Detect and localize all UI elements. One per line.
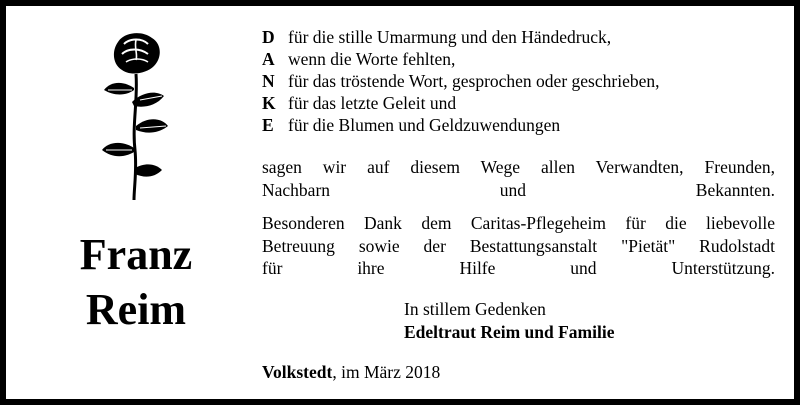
- paragraph-line: Betreuung sowie der Bestattungsanstalt "Pietät" Rudolstadt: [262, 235, 775, 256]
- danke-row: [262, 92, 659, 114]
- date-text: , im März 2018: [332, 362, 441, 382]
- memorial-phrase: In stillem Gedenken: [404, 299, 546, 319]
- danke-row: [262, 26, 659, 48]
- danke-letter: D: [262, 27, 275, 47]
- danke-row: [262, 48, 659, 70]
- danke-row: [262, 114, 659, 136]
- danke-letter: N: [262, 71, 275, 91]
- deceased-first-name: Franz: [79, 230, 193, 279]
- danke-text: wenn die Worte fehlten,: [288, 49, 456, 69]
- danke-letter: A: [262, 49, 275, 69]
- danke-letter: E: [262, 115, 274, 135]
- place-name: Volkstedt: [262, 362, 333, 382]
- place-date-line: [262, 361, 440, 383]
- danke-text: für das letzte Geleit und: [288, 93, 457, 113]
- deceased-last-name: Reim: [85, 285, 187, 334]
- family-signature: Edeltraut Reim und Familie: [404, 322, 615, 342]
- paragraph-line: Besonderen Dank dem Caritas-Pflegeheim für die liebevolle: [262, 213, 775, 233]
- danke-text: für das tröstende Wort, gesprochen oder geschrieben,: [288, 71, 660, 91]
- danke-acrostic: [262, 26, 659, 136]
- danke-letter: K: [262, 93, 276, 113]
- thanks-paragraph: [262, 156, 775, 201]
- special-thanks-paragraph: [262, 212, 775, 280]
- paragraph-line: für ihre Hilfe und Unterstützung.: [262, 258, 775, 278]
- rose-icon: [92, 30, 176, 202]
- danke-text: für die Blumen und Geldzuwendungen: [288, 115, 561, 135]
- danke-row: [262, 70, 659, 92]
- paragraph-line: sagen wir auf diesem Wege allen Verwandten, Freunden,: [262, 157, 775, 177]
- danke-text: für die stille Umarmung und den Händedruck,: [288, 27, 612, 47]
- paragraph-line: Nachbarn und Bekannten.: [262, 179, 775, 200]
